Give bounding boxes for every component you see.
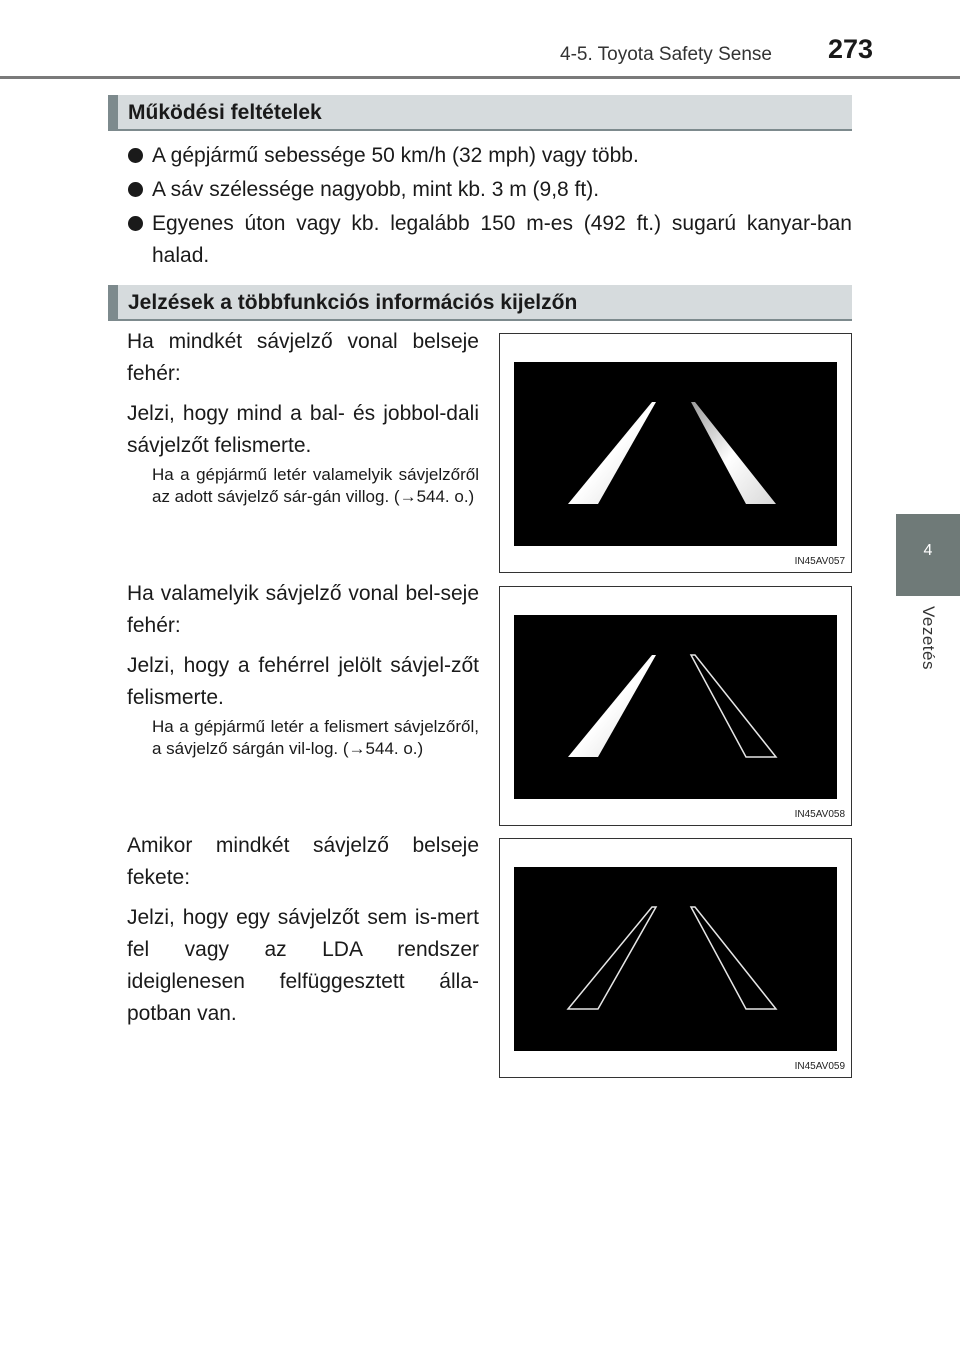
indicator-meaning: Jelzi, hogy mind a bal- és jobbol-dali sávjelzőt felismerte.: [127, 402, 479, 457]
right-lane-line: [691, 907, 776, 1009]
header-section-title: 4-5. Toyota Safety Sense: [560, 44, 772, 65]
right-lane-line: [691, 402, 776, 504]
indicator-description-3: [127, 830, 479, 1038]
header-divider: [0, 76, 960, 79]
conditions-list: [128, 140, 852, 274]
list-item-text: A sáv szélessége nagyobb, mint kb. 3 m (9,8 ft).: [152, 178, 600, 201]
lane-display-figure-3: [499, 838, 852, 1078]
indicator-condition: Ha mindkét sávjelző vonal belseje fehér:: [127, 330, 479, 385]
chapter-number: 4: [923, 542, 933, 559]
bullet-dot-icon: [128, 148, 143, 163]
indicator-meaning: Jelzi, hogy a fehérrel jelölt sávjel-zőt felismerte.: [127, 654, 479, 709]
indicator-note: Ha a gépjármű letér a felismert sávjelzőről, a sávjelző sárgán vil-log. (→544. o.): [152, 717, 479, 758]
lane-display-figure-1: [499, 333, 852, 573]
bullet-dot-icon: [128, 216, 143, 231]
figure-code: IN45AV058: [794, 809, 845, 820]
display-screen: [514, 362, 837, 546]
section-header-conditions: Működési feltételek: [108, 95, 852, 131]
left-lane-line: [568, 907, 656, 1009]
indicator-condition: Amikor mindkét sávjelző belseje fekete:: [127, 834, 479, 889]
list-item: [128, 174, 852, 206]
section-header-indicators: Jelzések a többfunkciós információs kijelzőn: [108, 285, 852, 321]
chapter-tab: [896, 514, 960, 596]
display-screen: [514, 867, 837, 1051]
indicator-meaning: Jelzi, hogy egy sávjelzőt sem is-mert fel vagy az LDA rendszer ideiglenesen felfüggesztett álla-potban van.: [127, 906, 479, 1025]
display-screen: [514, 615, 837, 799]
lane-lines-graphic: [514, 867, 837, 1051]
list-item-text: Egyenes úton vagy kb. legalább 150 m-es (492 ft.) sugarú kanyar-ban halad.: [152, 212, 852, 267]
lane-lines-graphic: [514, 615, 837, 799]
indicator-description-1: [127, 326, 479, 470]
list-item-text: A gépjármű sebessége 50 km/h (32 mph) vagy több.: [152, 144, 639, 167]
page-number: 273: [828, 34, 874, 64]
figure-code: IN45AV057: [794, 556, 845, 567]
indicator-note: Ha a gépjármű letér valamelyik sávjelzőről az adott sávjelző sár-gán villog. (→544. o.): [152, 465, 479, 506]
indicator-condition: Ha valamelyik sávjelző vonal bel-seje fehér:: [127, 582, 479, 637]
chapter-label: Vezetés: [919, 606, 938, 670]
left-lane-line: [568, 655, 656, 757]
list-item: [128, 140, 852, 172]
figure-code: IN45AV059: [794, 1061, 845, 1072]
lane-display-figure-2: [499, 586, 852, 826]
list-item: [128, 208, 852, 272]
indicator-description-2: [127, 578, 479, 722]
right-lane-line: [691, 655, 776, 757]
lane-lines-graphic: [514, 362, 837, 546]
bullet-dot-icon: [128, 182, 143, 197]
left-lane-line: [568, 402, 656, 504]
chapter-label-box: [896, 596, 960, 726]
